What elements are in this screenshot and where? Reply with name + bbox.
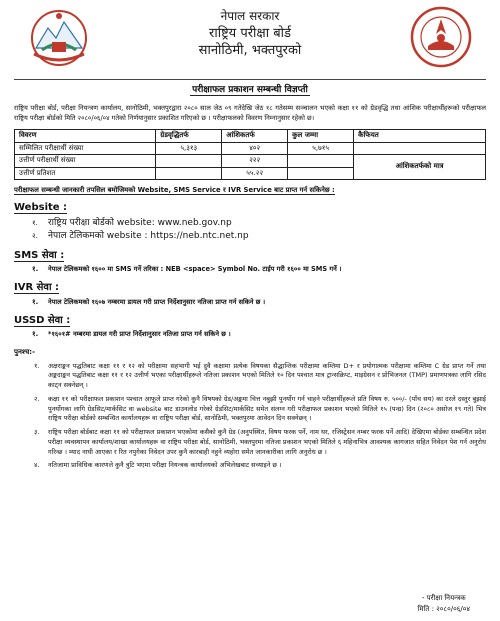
header-divider xyxy=(14,79,486,80)
sms-heading xyxy=(14,249,486,263)
note-number: ३. xyxy=(34,428,40,437)
table-header: कुल जम्मा xyxy=(288,130,354,142)
list-item xyxy=(32,230,486,243)
table-header: कैफियत xyxy=(354,130,486,142)
notice-subject xyxy=(14,84,486,96)
table-cell: ५,७१५ xyxy=(288,142,354,154)
table-cell: ४०२ xyxy=(222,142,288,154)
table-cell xyxy=(288,167,354,179)
table-header: विवरण xyxy=(15,130,156,142)
gov-name: नेपाल सरकार xyxy=(220,9,280,23)
sms-instruction: नेपाल टेलिकमको १६०० मा SMS गर्ने तरिका : NEB <space> Symbol No. टाईप गरी १६०० मा SMS गर्ने । xyxy=(48,265,342,274)
table-cell: उत्तीर्ण परीक्षार्थी संख्या xyxy=(15,155,156,167)
info-line-text: परीक्षाफल सम्बन्धी जानकारी तपसिल बमोजिमको Website, SMS Service र IVR Service बाट प्राप्त गर्न सकिनेछ : xyxy=(14,185,335,194)
list-item xyxy=(32,329,486,340)
table-header-row xyxy=(15,130,486,142)
ussd-instruction: *१६०१# नम्बरमा डायल गरी प्राप्त निर्देशानुसार नतिजा प्राप्त गर्न सकिने छ । xyxy=(48,330,231,339)
note-item xyxy=(34,461,486,471)
sms-title: SMS सेवा : xyxy=(14,249,65,261)
website-link-ntc[interactable]: नेपाल टेलिकमको website : https://neb.ntc.net.np xyxy=(48,230,249,241)
notice-date: मिति : २०८०/०६/०४ xyxy=(417,605,470,613)
list-number: १. xyxy=(32,218,38,227)
subject-text: परीक्षाफल प्रकाशन सम्बन्धी विज्ञप्ती xyxy=(192,85,308,95)
table-header: ग्रेडवृद्धितर्फ xyxy=(156,130,222,142)
board-name: राष्ट्रिय परीक्षा बोर्ड xyxy=(209,26,291,41)
ivr-instruction: नेपाल टेलिकमको १६०७ नम्बरमा डायल गरी प्राप्त निर्देशानुसार नतिजा प्राप्त गर्न सकिने छ । xyxy=(48,297,266,306)
ivr-heading xyxy=(14,281,486,295)
table-header: आंशिकतर्फ xyxy=(222,130,288,142)
list-number: १. xyxy=(32,330,39,339)
table-cell xyxy=(156,167,222,179)
postscript-heading: पुनश्च:- xyxy=(14,348,35,357)
table-cell: उत्तीर्ण प्रतिशत xyxy=(15,167,156,179)
signatory: - परीक्षा नियन्त्रक xyxy=(421,594,466,602)
note-number: १. xyxy=(34,361,40,370)
website-heading xyxy=(14,201,486,215)
table-cell: २२२ xyxy=(222,155,288,167)
table-row xyxy=(15,155,486,167)
list-number: १. xyxy=(32,265,39,274)
intro-paragraph: राष्ट्रिय परीक्षा बोर्ड, परीक्षा नियन्त्रण कार्यालय, सानोठिमी, भक्तपुरद्वारा २०८० साल जेठ ०९ गतेदेखि जेठ १८ गतेसम्म सञ्चालन भएको कक्षा ११ को ग्रेडवृद्धि तथा आंशिक परीक्षार्थीहरूको परीक्षाफल राष्ट्रिय परीक्षा बोर्डको मिति २०८०/०६/०४ गतेको निर्णयानुसार प्रकाशित गरिएको छ । परीक्षाफलको विवरण निम्नानुसार रहेको छ। xyxy=(14,104,486,122)
table-cell xyxy=(354,142,486,154)
note-item xyxy=(34,362,486,391)
ussd-title: USSD सेवा : xyxy=(14,314,71,326)
info-line xyxy=(14,186,486,195)
postscript-notes xyxy=(34,362,486,472)
table-cell: ५,३१३ xyxy=(156,142,222,154)
website-list xyxy=(32,217,486,243)
note-item xyxy=(34,395,486,424)
ussd-heading xyxy=(14,314,486,328)
list-number: १. xyxy=(32,297,39,306)
table-cell xyxy=(288,155,354,167)
note-text: राष्ट्रिय परीक्षा बोर्डबाट कक्षा ११ को परीक्षाफल प्रकाशन भएकोमा कसैको कुनै ग्रेड (अनुपस्थित, विषय फरक पर्ने, नाम थर, रजिस्ट्रेसन नम्बर फरक पर्ने आदि) देखिएमा बोर्डका सम्बन्धित प्रदेश परीक्षा व्यवस्थापन कार्यालय/शाखा कार्यालयहरू वा राष्ट्रिय परीक्षा बोर्ड, सानोठिमी, भक्तपुरमा नतिजा प्रकाशन भएको मितिले ६ महिनाभित्र आवश्यक कागजात सहित निवेदन पेश गर्न अनुरोध गरिन्छ । म्याद नाघी आएका र रित नपुगेका निवेदन उपर कुनै कारबाही नहुने व्यहोरा समेत जानकारीका लागि अनुरोध छ । xyxy=(48,428,486,456)
sms-list xyxy=(32,264,486,275)
ivr-title: IVR सेवा : xyxy=(14,282,60,294)
website-title: Website : xyxy=(14,202,68,214)
note-item xyxy=(34,428,486,457)
list-item xyxy=(32,297,486,308)
table-cell: सम्मिलित परीक्षार्थी संख्या xyxy=(15,142,156,154)
result-table xyxy=(14,129,486,180)
note-number: ४. xyxy=(34,461,40,470)
signature-block xyxy=(418,593,470,615)
note-text: कक्षा ११ को परीक्षाफल प्रकाशन पश्चात आफूले प्राप्त गरेको कुनै विषयको ग्रेड/अङ्कमा चित्त नबुझी पुनर्योग गर्न चाहने परीक्षार्थीहरूले प्रति विषय रु. ५००/- (पाँच सय) का दरले दस्तुर बुझाई पुनर्योगका लागि ग्रेडसिट/मार्कसिट वा website बाट डाउनलोड गरेको ग्रेडसिट/मार्कसिट समेत संलग्न गरी परीक्षाफल प्रकाशन भएको मितिले १५ (पन्ध्र) दिन (२०८० असोज १९ गते) भित्र राष्ट्रिय परीक्षा बोर्डको सम्बन्धित कार्यालयहरू वा राष्ट्रिय परीक्षा बोर्ड, सानोठिमी, भक्तपुरमा आवेदन दिन सक्नेछन् । xyxy=(48,394,486,423)
table-cell xyxy=(156,155,222,167)
letterhead xyxy=(14,6,486,84)
table-remark: आंशिकतर्फको मात्र xyxy=(354,155,486,180)
note-text: नतिजामा प्राविधिक कारणले कुनै त्रुटि भएमा परीक्षा नियन्त्रक कार्यालयको अभिलेखबाट सच्याइने छ । xyxy=(48,461,282,470)
ussd-list xyxy=(32,329,486,340)
note-number: २. xyxy=(34,394,40,403)
table-row xyxy=(15,142,486,154)
list-item xyxy=(32,217,486,230)
note-text: अक्षराङ्कन पद्धतिबाट कक्षा ११ र १२ को परीक्षामा सहभागी भई दुवै कक्षामा प्रत्येक विषयका सैद्धान्तिक परीक्षामा कम्तिमा D+ र प्रयोगात्मक परीक्षामा कम्तिमा C ग्रेड प्राप्त गर्ने तथा अङ्कदाङ्कन पद्धतिबाट कक्षा ११ र १२ उत्तीर्ण भएका परीक्षार्थीहरूले नतिजा प्रकाशन भएको मितिले १० दिन पश्चात मात्र ट्रान्सक्रिप्ट, माइग्रेसन र प्रोभिजनल (TMP) प्रमाणपत्रका लागि रसिद काट्न सक्नेछन् । xyxy=(48,361,486,390)
neb-logo-icon xyxy=(410,6,472,68)
website-link-neb[interactable]: राष्ट्रिय परीक्षा बोर्डको website: www.neb.gov.np xyxy=(48,217,232,228)
list-number: २. xyxy=(32,231,38,240)
list-item xyxy=(32,264,486,275)
table-cell: ५५.२२ xyxy=(222,167,288,179)
board-address: सानोठिमी, भक्तपुरको xyxy=(198,43,302,58)
ivr-list xyxy=(32,297,486,308)
